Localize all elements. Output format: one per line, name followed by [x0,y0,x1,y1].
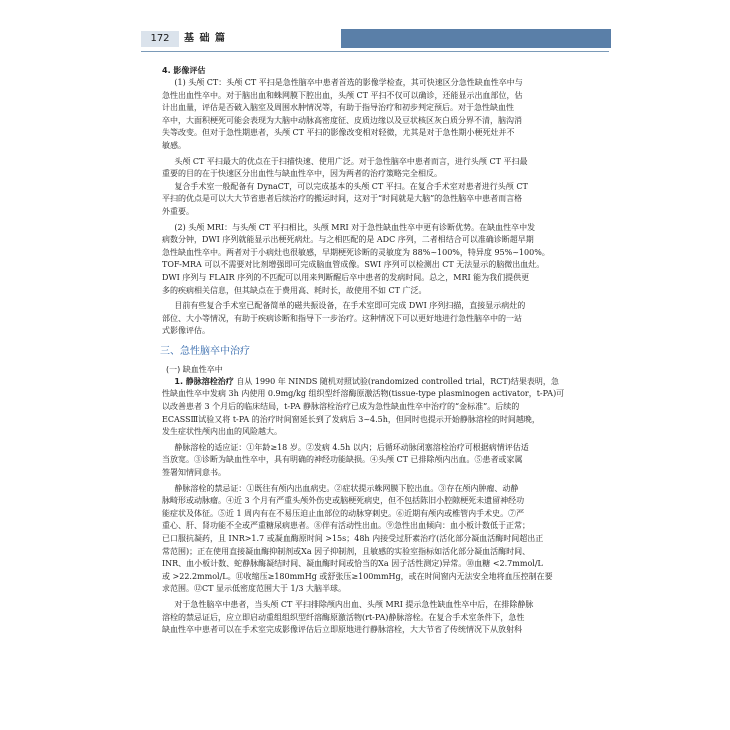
text-line: 急性缺血性卒中。两者对于小病灶也很敏感，早期梗死诊断的灵敏度为 88%~100%，特异度 95%~100%。 [162,247,550,257]
text-line: 多的疾病相关信息，但其缺点在于费用高、耗时长，故使用不如 CT 广泛。 [162,285,427,295]
text-line: 对于急性脑卒中患者，当头颅 CT 平扫排除颅内出血、头颅 MRI 提示急性缺血性卒中后，在排除静脉 [174,599,534,609]
paragraph-ct-advantage [162,156,582,181]
text-line: 以改善患者 3 个月后的临床结局，t-PA 静脉溶栓治疗已成为急性缺血性卒中治疗的“金标准”。后续的 [162,402,520,412]
text-line: 急性出血性卒中。对于脑出血和蛛网膜下腔出血，头颅 CT 平扫不仅可以确诊，还能显示出血部位，估 [162,90,523,100]
heading-iv-thrombolysis: 1. 静脉溶栓治疗 [174,376,234,386]
paragraph-ct [162,77,582,153]
text-line: 性缺血性卒中发病 3h 内使用 0.9mg/kg 组织型纤溶酶原激活物(tissue-type plasminogen activator，t-PA)可 [162,389,565,399]
page-number: 172 [141,31,179,47]
section-title-treatment: 三、急性脑卒中治疗 [160,345,250,357]
text-line: 静脉溶栓的禁忌证：①既往有颅内出血病史。②症状提示蛛网膜下腔出血。③存在颅内肿瘤、动静 [174,483,519,493]
text-line: 外重要。 [162,206,194,216]
text-line: 已口服抗凝药，且 INR>1.7 或凝血酶原时间 >15s；48h 内接受过肝素治疗(活化部分凝血活酶时间超出正 [162,534,544,543]
text-line: 平扫的优点是可以大大节省患者后续治疗的搬运时间，这对于“时间就是大脑”的急性脑卒中患者而言格 [162,194,523,204]
subsection-ischemic-stroke: (一) 缺血性卒中 [166,364,223,374]
text-line: 敏感。 [162,140,186,150]
text-line: 失等改变。但对于急性期患者，头颅 CT 平扫的影像改变相对轻微，尤其是对于急性期小梗死灶并不 [162,128,515,138]
text-line: 当放宽。③诊断为缺血性卒中，具有明确的神经功能缺损。④头颅 CT 已排除颅内出血。⑤患者或家属 [162,455,523,465]
text-line: 目前有些复合手术室已配备简单的磁共振设备，在手术室即可完成 DWI 序列扫描，直接显示病灶的 [174,301,526,311]
header-rule [141,51,609,52]
paragraph-mri [162,222,582,298]
text-line: 头颅 CT 平扫最大的优点在于扫描快速、使用广泛。对于急性脑卒中患者而言，进行头颅 CT 平扫最 [174,156,528,166]
text-line: TOF-MRA 可以不需要对比剂增强即可完成脑血管成像。SWI 序列可以检测出 CT 无法显示的脑微出血灶。 [162,260,545,270]
text-line: 脉畸形或动脉瘤。④近 3 个月有严重头颅外伤史或脑梗死病史，但不包括陈旧小腔隙梗死未遗留神经功 [162,496,525,506]
text-line [162,376,582,389]
text-line: 病数分钟，DWI 序列就能显示出梗死病灶。与之相匹配的是 ADC 序列，二者相结合可以准确诊断超早期 [162,235,534,245]
text-line: 式影像评估。 [162,326,210,336]
text-line: 能症状及体征。⑤近 1 周内有在不易压迫止血部位的动脉穿刺史。⑥近期有颅内或椎管内手术史。⑦严 [162,508,525,518]
paragraph-hybrid-or-mri [162,300,582,338]
text-line: 缺血性卒中患者可以在手术室完成影像评估后立即原地进行静脉溶栓，大大节省了传统情况下从放射科 [162,625,522,635]
text-line: 重心、肝、肾功能不全或严重糖尿病患者。⑧伴有活动性出血。⑨急性出血倾向：血小板计数低于正常； [162,521,530,531]
text-line: 求范围。⑫CT 显示低密度范围大于 1/3 大脑半球。 [162,584,346,594]
text-line: 签署知情同意书。 [162,468,226,478]
text-line: (1) 头颅 CT：头颅 CT 平扫是急性脑卒中患者首选的影像学检查，其可快速区分急性缺血性卒中与 [174,78,523,87]
page-header [141,29,611,49]
heading-imaging-assessment: 4. 影像评估 [162,66,206,75]
text-line: 重要的目的在于快速区分出血性与缺血性卒中，因为两者的治疗策略完全相反。 [162,169,442,179]
header-color-bar [341,29,611,48]
text-line: 部位、大小等情况，有助于疾病诊断和指导下一步治疗。这种情况下可以更好地进行急性脑卒中的一站 [162,313,522,323]
text-line: ECASSⅢ试验又将 t-PA 的治疗时间窗延长到了发病后 3~4.5h，但同时也提示开始静脉溶栓的时间越晚， [162,414,540,424]
text-line: (2) 头颅 MRI：与头颅 CT 平扫相比，头颅 MRI 对于急性缺血性卒中更有诊断优势。在缺血性卒中发 [174,222,536,232]
paragraph-contraindications [162,483,582,596]
paragraph-hybrid-or-thrombolysis [162,599,582,637]
text-run: 自从 1990 年 NINDS 随机对照试验(randomized controlled trial，RCT)结果表明，急 [233,376,559,386]
text-line: 计出血量，评估是否破入脑室及周围水肿情况等，有助于指导治疗和初步判定预后。对于急性缺血性 [162,103,514,113]
text-line: 发生症状性颅内出血的风险越大。 [162,427,282,437]
text-line: 或 >22.2mmol/L。⑪收缩压≥180mmHg 或舒张压≥100mmHg，或在时间窗内无法安全地将血压控制在要 [162,571,553,581]
page-body [162,64,582,637]
paragraph-hybrid-or-ct [162,181,582,219]
paragraph-indications [162,442,582,480]
text-line: INR、血小板计数、蛇静脉酶凝结时间、凝血酶时间或恰当的Ⅹa 因子活性测定)异常。⑩血糖 <2.7mmol/L [162,559,543,569]
text-line: 常范围)；正在使用直接凝血酶抑制剂或Ⅹa 因子抑制剂，且敏感的实验室指标如活化部分凝血活酶时间、 [162,546,531,556]
book-section-label: 基 础 篇 [184,33,226,44]
text-line: 溶栓的禁忌证后，应立即启动重组组织型纤溶酶原激活物(rt-PA)静脉溶栓。在复合手术室条件下，急性 [162,612,525,622]
text-line: DWI 序列与 FLAIR 序列的不匹配可以用来判断醒后卒中患者的发病时间。总之，MRI 能为我们提供更 [162,272,530,282]
paragraph-thrombolysis [162,376,582,439]
text-line: 静脉溶栓的适应证：①年龄≥18 岁。②发病 4.5h 以内；后循环动脉闭塞溶栓治疗可根据病情评估适 [174,442,529,452]
text-line: 卒中，大面积梗死可能会表现为大脑中动脉高密度征、皮质边缘以及豆状核区灰白质分界不清，脑沟消 [162,115,522,125]
text-line: 复合手术室一般配备有 DynaCT，可以完成基本的头颅 CT 平扫。在复合手术室对患者进行头颅 CT [174,181,528,191]
